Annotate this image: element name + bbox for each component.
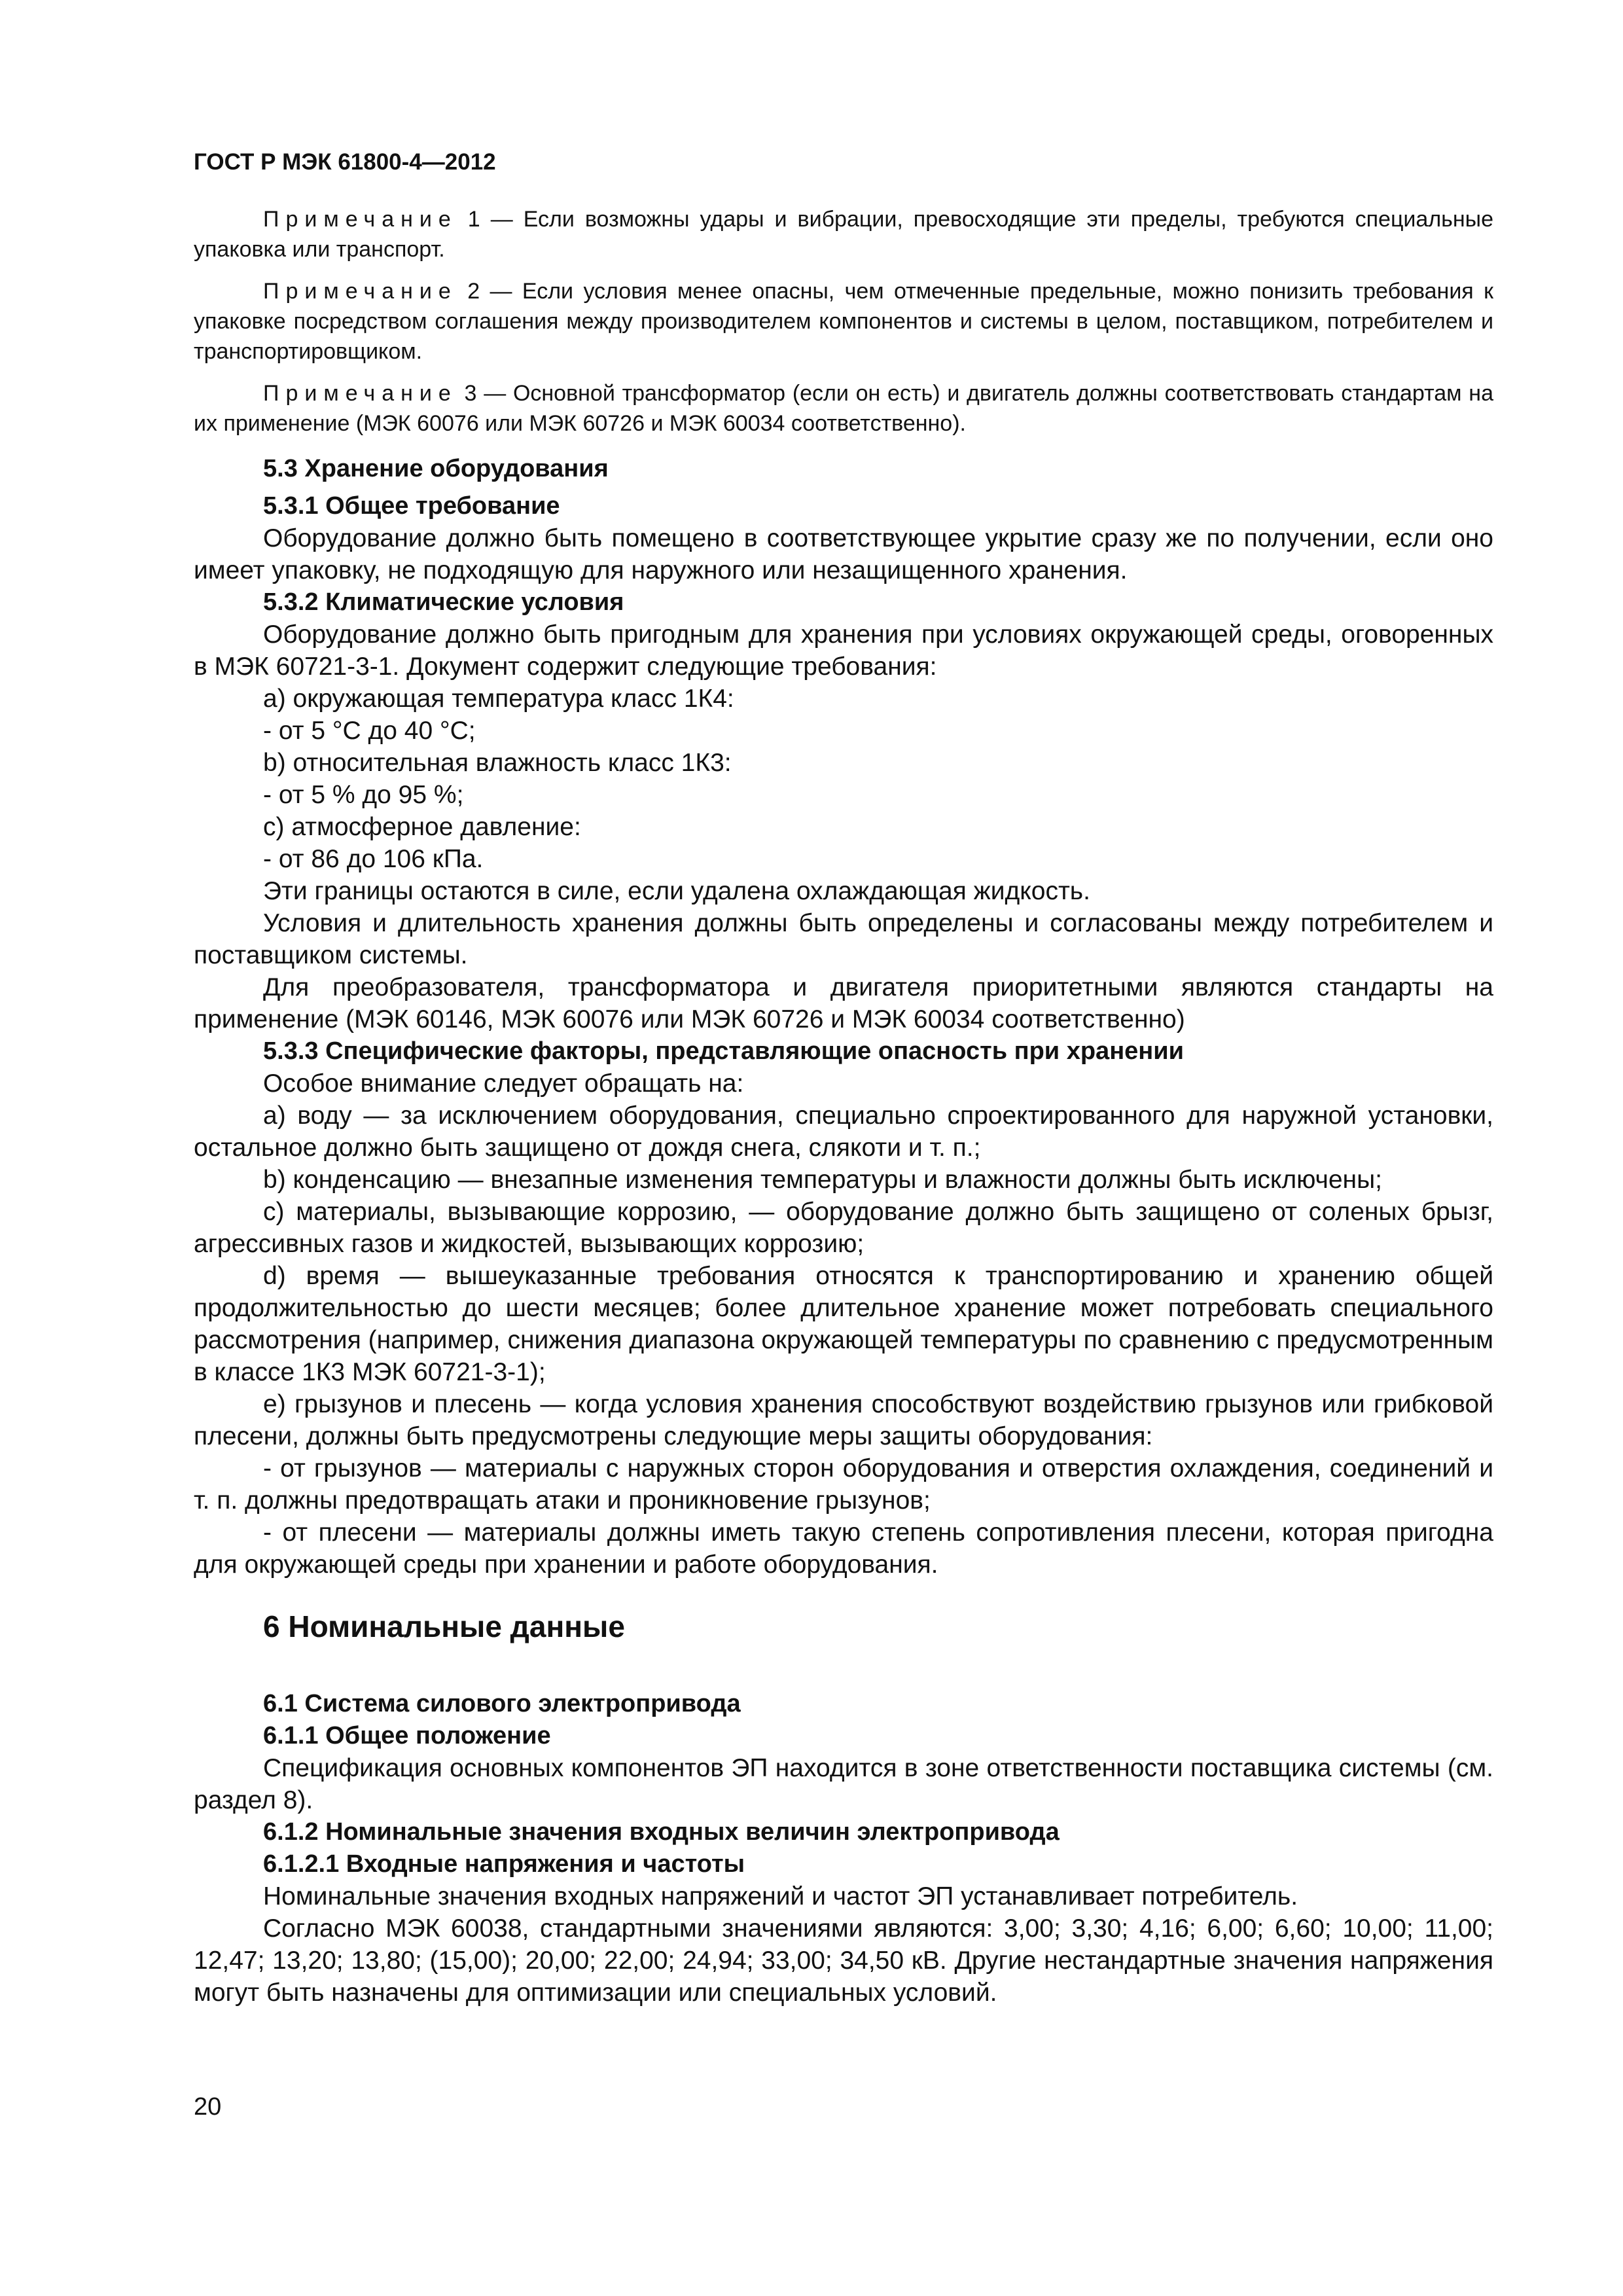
subsection-heading-6-1: 6.1 Система силового электропривода — [263, 1690, 741, 1717]
note-2 — [194, 276, 1493, 367]
list-item: - от 86 до 106 кПа. — [263, 845, 484, 873]
subsection-heading-5-3-2: 5.3.2 Климатические условия — [263, 588, 624, 616]
list-item-c: c) материалы, вызывающие коррозию, — оборудование должно быть защищено от соленых брызг, агрессивных газов и жидкостей, вызывающих коррозию; — [194, 1198, 1493, 1258]
list-item: - от 5 °С до 40 °С; — [263, 717, 476, 745]
list-item: b) относительная влажность класс 1К3: — [263, 749, 732, 777]
paragraph: Условия и длительность хранения должны быть определены и согласованы между потребителем и поставщиком системы. — [194, 909, 1493, 969]
standard-code-header: ГОСТ Р МЭК 61800-4—2012 — [194, 149, 496, 175]
subsection-heading-5-3-1: 5.3.1 Общее требование — [263, 492, 560, 520]
section-heading-5-3: 5.3 Хранение оборудования — [263, 455, 609, 482]
page-number: 20 — [194, 2093, 222, 2121]
note-text: 1 — Если возможны удары и вибрации, превосходящие эти пределы, требуются специальные упаковка или транспорт. — [194, 207, 1493, 262]
subsection-heading-5-3-3: 5.3.3 Специфические факторы, представляющие опасность при хранении — [263, 1037, 1184, 1065]
paragraph: Особое внимание следует обращать на: — [263, 1069, 744, 1098]
subsection-heading-6-1-2-1: 6.1.2.1 Входные напряжения и частоты — [263, 1850, 745, 1878]
note-1 — [194, 204, 1493, 264]
note-3 — [194, 378, 1493, 439]
paragraph: Эти границы остаются в силе, если удалена охлаждающая жидкость. — [263, 877, 1090, 905]
list-item-b: b) конденсацию — внезапные изменения температуры и влажности должны быть исключены; — [263, 1166, 1382, 1194]
list-item-e-rodents: - от грызунов — материалы с наружных сторон оборудования и отверстия охлаждения, соединений и т. п. должны предотвращать атаки и проникновение грызунов; — [194, 1454, 1493, 1515]
list-item-a: a) воду — за исключением оборудования, специально спроектированного для наружной установки, остальное должно быть защищено от дождя снега, слякоти и т. п.; — [194, 1102, 1493, 1162]
note-text: 3 — Основной трансформатор (если он есть) и двигатель должны соответствовать стандартам на их применение (МЭК 60076 или МЭК 60726 и МЭК 60034 соответственно). — [194, 381, 1493, 436]
document-body — [194, 204, 1493, 2009]
paragraph: Согласно МЭК 60038, стандартными значениями являются: 3,00; 3,30; 4,16; 6,00; 6,60; 10,00; 11,00; 12,47; 13,20; 13,80; (15,00); 20,00; 22,00; 24,94; 33,00; 34,50 кВ. Другие нестандартные значения напряжения могут быть назначены для оптимизации или специальных условий. — [194, 1914, 1493, 2007]
note-label: Примечание — [263, 381, 457, 406]
subsection-heading-6-1-2: 6.1.2 Номинальные значения входных величин электропривода — [263, 1818, 1060, 1846]
paragraph: Спецификация основных компонентов ЭП находится в зоне ответственности поставщика системы (см. раздел 8). — [194, 1754, 1493, 1814]
paragraph: Оборудование должно быть пригодным для хранения при условиях окружающей среды, оговоренных в МЭК 60721-3-1. Документ содержит следующие требования: — [194, 620, 1493, 681]
section-heading-6: 6 Номинальные данные — [263, 1609, 625, 1643]
list-item: - от 5 % до 95 %; — [263, 781, 464, 809]
list-item-e-mold: - от плесени — материалы должны иметь такую степень сопротивления плесени, которая пригодна для окружающей среды при хранении и работе оборудования. — [194, 1518, 1493, 1579]
list-item-d: d) время — вышеуказанные требования относятся к транспортированию и хранению общей продолжительностью до шести месяцев; более длительное хранение может потребовать специального рассмотрения (например, снижения диапазона окружающей температуры по сравнению с предусмотренным в классе 1К3 МЭК 60721-3-1); — [194, 1262, 1493, 1386]
list-item: a) окружающая температура класс 1К4: — [263, 685, 734, 713]
list-item-e: e) грызунов и плесень — когда условия хранения способствуют воздействию грызунов или грибковой плесени, должны быть предусмотрены следующие меры защиты оборудования: — [194, 1390, 1493, 1450]
paragraph: Номинальные значения входных напряжений и частот ЭП устанавливает потребитель. — [263, 1882, 1298, 1910]
note-label: Примечание — [263, 279, 457, 304]
paragraph: Оборудование должно быть помещено в соответствующее укрытие сразу же по получении, если оно имеет упаковку, не подходящую для наружного или незащищенного хранения. — [194, 524, 1493, 584]
paragraph: Для преобразователя, трансформатора и двигателя приоритетными являются стандарты на применение (МЭК 60146, МЭК 60076 или МЭК 60726 и МЭК 60034 соответственно) — [194, 973, 1493, 1033]
note-label: Примечание — [263, 207, 457, 232]
note-text: 2 — Если условия менее опасны, чем отмеченные предельные, можно понизить требования к упаковке посредством соглашения между производителем компонентов и системы в целом, поставщиком, потребителем и транспортировщиком. — [194, 279, 1493, 364]
list-item: c) атмосферное давление: — [263, 813, 581, 841]
subsection-heading-6-1-1: 6.1.1 Общее положение — [263, 1722, 551, 1749]
